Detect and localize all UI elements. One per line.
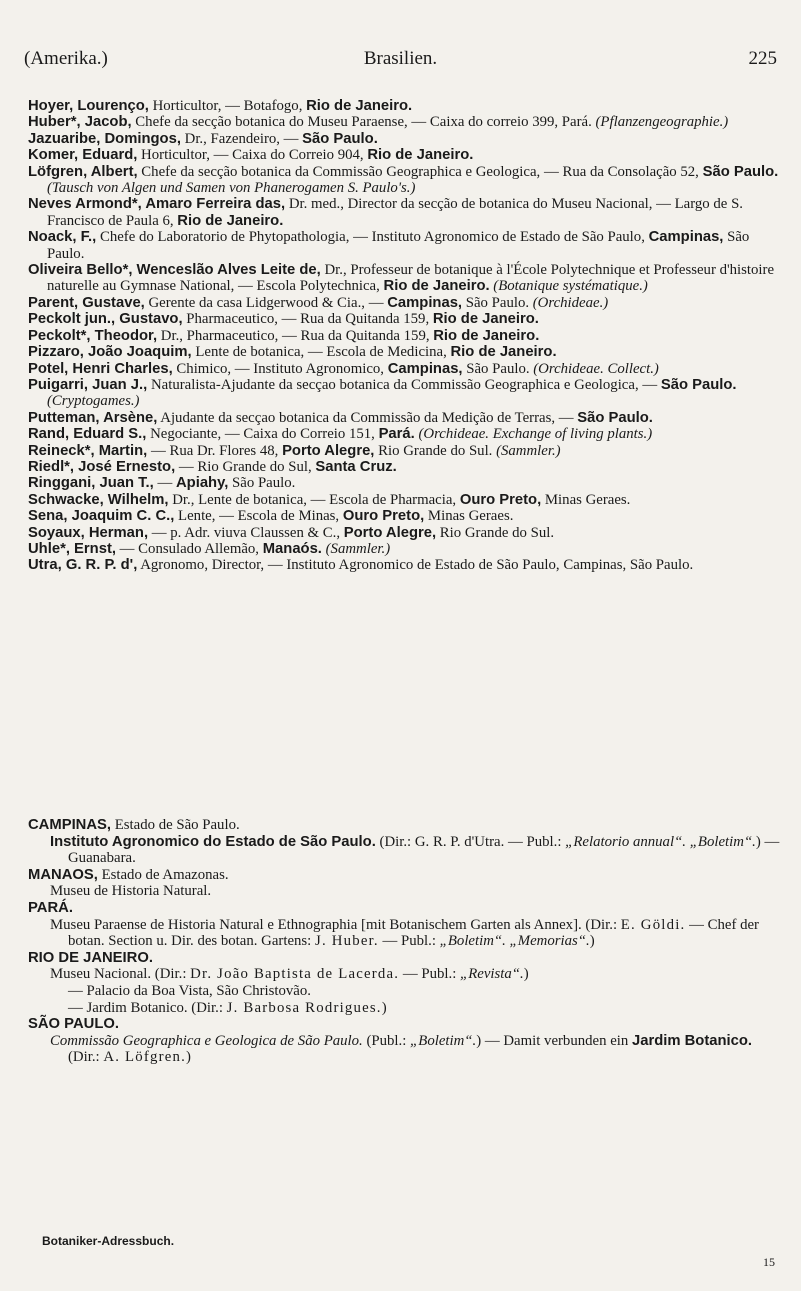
address-entry [28,492,780,508]
rio-heading: RIO DE JANEIRO. [28,949,153,966]
entry-rest: Horticultor, — Caixa do Correio 904, [137,147,368,164]
entry-place: Pará. [378,426,415,443]
entry-place: Ouro Preto, [342,508,425,525]
entry-place: Ouro Preto, [459,491,542,508]
entry-tail: Minas Geraes. [424,508,514,525]
rio-palacio: — Palacio da Boa Vista, São Christovão. [68,982,311,999]
address-entry [28,229,780,262]
entry-name: Utra, G. R. P. d', [28,557,138,574]
entry-place: Rio de Janeiro. [177,212,284,229]
entry-tail: Rio Grande do Sul. [374,442,497,459]
entry-name: Huber*, Jacob, [28,114,132,131]
running-header [24,48,777,70]
address-entry [28,164,780,197]
entry-place: São Paulo. [302,130,378,147]
page-number: 225 [748,48,777,69]
address-entry [28,98,780,114]
para-heading: PARÁ. [28,899,73,916]
address-entry [28,328,780,344]
address-entries [28,98,780,574]
entry-italic: (Orchideae. Exchange of living plants.) [414,426,653,443]
para-museum: Museu Paraense de Historia Natural e Ethnographia [mit Botanischem Garten als Annex]. (Dir.: E. Göldi. — Chef der botan. Section u. Dir. des botan. Gartens: J. Huber. — Publ.: „Boletim“. „Memorias“.) [50,916,759,950]
campinas-heading: CAMPINAS, Estado de São Paulo. [28,817,240,833]
entry-place: Rio de Janeiro. [433,327,540,344]
entry-place: Porto Alegre, [282,442,375,459]
address-entry [28,557,780,573]
address-entry [28,262,780,295]
entry-place: Santa Cruz. [315,458,397,475]
entry-name: Noack, F., [28,229,97,246]
entry-rest: — Rio Grande do Sul, [175,458,316,475]
entry-name: Komer, Eduard, [28,147,138,164]
entry-rest: Lente de botanica, — Escola de Medicina, [191,344,451,361]
entry-place: São Paulo. [577,409,653,426]
entry-name: Putteman, Arsène, [28,409,158,426]
manaos-museum: Museu de Historia Natural. [50,883,212,900]
address-entry [28,443,780,459]
entry-tail: São Paulo. [228,475,296,492]
entry-rest: Chimico, — Instituto Agronomico, [172,360,388,377]
entry-italic: (Tausch von Algen und Samen von Phanerogamen S. Paulo's.) [47,180,416,197]
entry-rest: Dr., Pharmaceutico, — Rua da Quitanda 159, [157,327,434,344]
entry-place: Apiahy, [175,475,229,492]
entry-place: Campinas, [648,229,724,246]
entry-rest: — Consulado Allemão, [115,540,263,557]
entry-name: Löfgren, Albert, [28,163,138,180]
entry-name: Riedl*, José Ernesto, [28,458,176,475]
entry-italic2: (Orchideae.) [532,294,609,311]
entry-italic: (Pflanzengeographie.) [595,114,729,131]
entry-name: Potel, Henri Charles, [28,360,173,377]
address-entry [28,311,780,327]
entry-tail: Minas Geraes. [541,491,631,508]
entry-rest: — [153,475,176,492]
entry-rest: Dr., Lente de botanica, — Escola de Pharmacia, [168,491,460,508]
entry-place: Rio de Janeiro. [450,344,557,361]
entry-name: Oliveira Bello*, Wenceslão Alves Leite de, [28,262,321,279]
entry-place: Rio de Janeiro. [383,278,490,295]
entry-rest: Gerente da casa Lidgerwood & Cia., — [144,294,388,311]
header-country: Brasilien. [363,48,438,69]
address-entry [28,410,780,426]
address-entry [28,508,780,524]
address-entry [28,295,780,311]
entry-rest: Pharmaceutico, — Rua da Quitanda 159, [182,311,433,328]
address-entry [28,459,780,475]
address-entry [28,426,780,442]
entry-place: Porto Alegre, [343,524,437,541]
entry-tail: São Paulo. [462,360,534,377]
institutions-section [28,817,780,1066]
header-region: (Amerika.) [24,48,108,69]
entry-rest: Negociante, — Caixa do Correio 151, [146,426,379,443]
entry-italic2: (Sammler.) [496,442,561,459]
entry-name: Schwacke, Wilhelm, [28,491,169,508]
entry-name: Soyaux, Herman, [28,524,149,541]
rio-museum: Museu Nacional. (Dir.: Dr. João Baptista de Lacerda. — Publ.: „Revista“.) [50,966,529,983]
entry-place: Manaós. [262,540,322,557]
entry-name: Hoyer, Lourenço, [28,98,149,114]
entry-rest: Naturalista-Ajudante da secçao botanica da Commissão Geographica e Geologica, — [147,376,661,393]
entry-place: Campinas, [387,360,463,377]
address-entry [28,377,780,410]
entry-place: Rio de Janeiro. [367,147,474,164]
entry-italic: (Botanique systématique.) [489,278,648,295]
entry-italic: (Cryptogames.) [47,393,140,410]
entry-rest: Chefe do Laboratorio de Phytopathologia, — Instituto Agronomico de Estado de São Paulo, [96,229,649,246]
sao-paulo-heading: SÃO PAULO. [28,1016,119,1033]
address-entry [28,131,780,147]
entry-rest: Lente, — Escola de Minas, [174,508,343,525]
manaos-heading: MANAOS, Estado de Amazonas. [28,866,229,883]
address-entry [28,344,780,360]
entry-name: Uhle*, Ernst, [28,540,116,557]
entry-italic2: (Orchideae. Collect.) [533,360,659,377]
rio-jardim: — Jardim Botanico. (Dir.: J. Barbosa Rodrigues.) [68,999,387,1016]
address-entry [28,361,780,377]
address-entry [28,114,780,130]
entry-tail: São Paulo. [47,229,750,262]
entry-rest: Agronomo, Director, — Instituto Agronomico de Estado de São Paulo, Campinas, São Paulo. [137,557,694,574]
entry-place: Rio de Janeiro. [306,98,413,114]
entry-name: Neves Armond*, Amaro Ferreira das, [28,196,286,213]
entry-rest: — Rua Dr. Flores 48, [147,442,283,459]
entry-rest: Horticultor, — Botafogo, [148,98,307,114]
entry-name: Reineck*, Martin, [28,442,148,459]
entry-name: Peckolt jun., Gustavo, [28,311,183,328]
address-entry [28,196,780,229]
entry-place: São Paulo. [660,376,737,393]
entry-name: Ringgani, Juan T., [28,475,154,492]
entry-rest: — p. Adr. viuva Claussen & C., [148,524,344,541]
entry-rest: Dr. med., Director da secção de botanica do Museu Nacional, — Largo de S. Francisco de Paula 6, [47,196,743,229]
entry-rest: Chefe da secção botanica do Museu Paraense, — Caixa do correio 399, Pará. [131,114,596,131]
entry-place: São Paulo. [702,163,779,180]
entry-rest: Chefe da secção botanica da Commissão Geographica e Geologica, — Rua da Consolação 52, [137,163,703,180]
address-entry [28,525,780,541]
entry-tail: São Paulo. [462,294,533,311]
entry-name: Pizzaro, João Joaquim, [28,344,192,361]
entry-name: Rand, Eduard S., [28,426,147,443]
entry-place: Rio de Janeiro. [432,311,539,328]
address-entry [28,541,780,557]
signature-number: 15 [763,1255,775,1269]
campinas-institute: Instituto Agronomico do Estado de São Paulo. (Dir.: G. R. P. d'Utra. — Publ.: „Relatorio annual“. „Boletim“.) — Guanabara. [50,833,780,867]
entry-place: Campinas, [387,294,463,311]
entry-italic: (Sammler.) [321,540,391,557]
entry-name: Sena, Joaquim C. C., [28,508,175,525]
entry-name: Jazuaribe, Domingos, [28,130,181,147]
address-entry [28,475,780,491]
sao-paulo-commission: Commissão Geographica e Geologica de São Paulo. (Publ.: „Boletim“.) — Damit verbunden ein Jardim Botanico. (Dir.: A. Löfgren.) [50,1032,753,1066]
entry-name: Peckolt*, Theodor, [28,327,158,344]
address-entry [28,147,780,163]
entry-rest: Dr., Fazendeiro, — [180,130,303,147]
footer-book-title: Botaniker-Adressbuch. [42,1234,175,1248]
entry-name: Parent, Gustave, [28,294,145,311]
entry-tail: Rio Grande do Sul. [436,524,555,541]
entry-name: Puigarri, Juan J., [28,376,148,393]
entry-rest: Ajudante da secçao botanica da Commissão da Medição de Terras, — [157,409,578,426]
entry-rest: Dr., Professeur de botanique à l'École Polytechnique et Professeur d'histoire naturelle au Gymnase National, — Escola Polytechnica, [47,262,775,295]
